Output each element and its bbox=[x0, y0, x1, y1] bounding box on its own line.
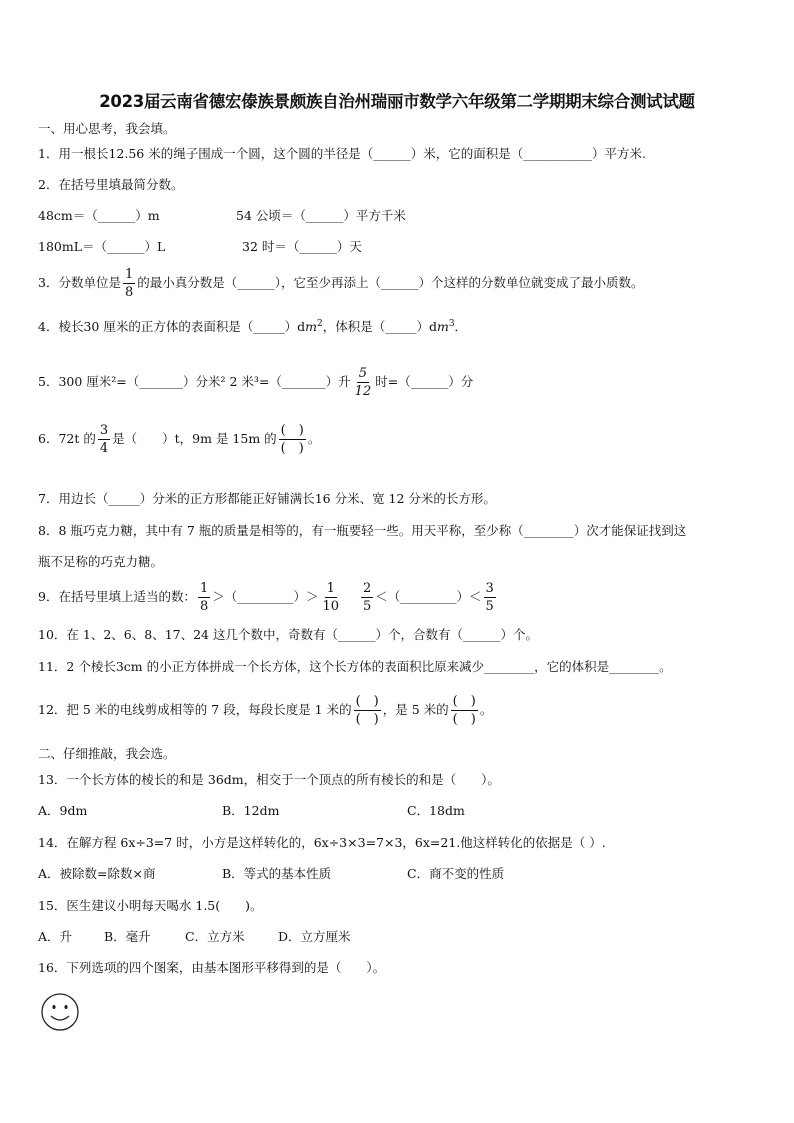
q12-text-end: 。 bbox=[479, 702, 493, 717]
q9-fraction-3 bbox=[361, 580, 373, 615]
q5-text-pre: 5．300 厘米²=（_______）分米² 2 米³=（_______）升 bbox=[38, 374, 351, 389]
section-heading-fill: 一、用心思考，我会填。 bbox=[38, 121, 176, 136]
q12-text-mid: ，是 5 米的 bbox=[382, 702, 449, 717]
question-16: 16．下列选项的四个图案，由基本图形平移得到的是（ ）。 bbox=[38, 960, 386, 975]
q6-text-end: 。 bbox=[307, 431, 321, 446]
section-heading-choose: 二、仔细推敲，我会选。 bbox=[38, 746, 176, 761]
q14-option-c: C．商不变的性质 bbox=[407, 866, 505, 881]
q5-fraction bbox=[353, 365, 374, 400]
q12-blank2-den: ( ) bbox=[452, 712, 476, 727]
q13-option-a: A．9dm bbox=[38, 803, 88, 818]
q12-blank2-num: ( ) bbox=[452, 694, 476, 709]
question-5 bbox=[38, 365, 473, 400]
q4-text-mid: ，体积是（_____）d bbox=[322, 319, 437, 335]
question-6 bbox=[38, 422, 320, 457]
q6-fraction bbox=[98, 422, 110, 457]
q3-text-post: 的最小真分数是（______），它至少再添上（______）个这样的分数单位就变成了最小质数。 bbox=[137, 275, 644, 290]
question-8-line-1: 8．8 瓶巧克力糖，其中有 7 瓶的质量是相等的，有一瓶要轻一些。用天平称，至少称（________）次才能保证找到这 bbox=[38, 523, 687, 538]
question-14: 14．在解方程 6x÷3=7 时，小方是这样转化的，6x÷3×3=7×3，6x=21.他这样转化的依据是（ ）. bbox=[38, 835, 606, 850]
q4-unit-1: m bbox=[305, 319, 317, 335]
q3-text-pre: 3．分数单位是 bbox=[38, 275, 121, 290]
q9-f3-den: 5 bbox=[362, 599, 372, 614]
q15-option-c: C．立方米 bbox=[185, 929, 245, 944]
q5-frac-den: 12 bbox=[354, 384, 372, 399]
q9-fraction-1 bbox=[198, 580, 210, 615]
page-title: 2023届云南省德宏傣族景颇族自治州瑞丽市数学六年级第二学期期末综合测试试题 bbox=[99, 92, 695, 111]
question-11: 11．2 个棱长3cm 的小正方体拼成一个长方体，这个长方体的表面积比原来减少________，它的体积是________。 bbox=[38, 659, 672, 674]
question-10: 10．在 1、2、6、8、17、24 这几个数中，奇数有（______）个，合数有（______）个。 bbox=[38, 627, 538, 642]
q9-f3-num: 2 bbox=[362, 581, 372, 596]
q13-option-c: C．18dm bbox=[407, 803, 465, 818]
question-8-line-2: 瓶不足称的巧克力糖。 bbox=[38, 554, 164, 569]
question-13: 13．一个长方体的棱长的和是 36dm，相交于一个顶点的所有棱长的和是（ ）。 bbox=[38, 772, 500, 787]
q15-option-a: A．升 bbox=[38, 929, 73, 944]
q9-f2-num: 1 bbox=[326, 581, 335, 596]
question-2b: 54 公顷＝（______）平方千米 bbox=[236, 208, 406, 223]
q9-f2-den: 10 bbox=[322, 599, 340, 614]
q4-unit-2: m bbox=[436, 319, 449, 335]
q12-blank1-num: ( ) bbox=[355, 694, 379, 709]
question-3 bbox=[38, 266, 644, 301]
question-2: 2．在括号里填最简分数。 bbox=[38, 177, 184, 192]
q9-f1-den: 8 bbox=[199, 599, 209, 614]
q9-text-pre: 9．在括号里填上适当的数： bbox=[38, 589, 196, 604]
q6-text-mid: 是（ ）t，9m 是 15m 的 bbox=[112, 431, 277, 446]
q3-fraction bbox=[123, 266, 135, 301]
q15-option-b: B．毫升 bbox=[104, 929, 151, 944]
q12-blank-fraction-1 bbox=[354, 693, 381, 728]
question-2d: 32 时＝（______）天 bbox=[242, 239, 362, 254]
q6-blank-num: ( ) bbox=[280, 423, 304, 438]
question-2a: 48cm＝（______）m bbox=[38, 208, 160, 223]
question-2c: 180mL＝（______）L bbox=[38, 239, 166, 254]
question-4 bbox=[38, 316, 467, 335]
question-12 bbox=[38, 693, 492, 728]
q9-f4-num: 3 bbox=[485, 581, 494, 596]
smiley-face-icon bbox=[40, 992, 80, 1032]
q9-fraction-4 bbox=[484, 580, 496, 615]
q9-text-mid-2: ＜（_________）＜ bbox=[375, 589, 482, 604]
q6-frac-num: 3 bbox=[99, 423, 109, 438]
q6-blank-fraction bbox=[279, 422, 306, 457]
q9-text-mid-1: ＞（_________）＞ bbox=[212, 589, 319, 604]
q6-blank-den: ( ) bbox=[280, 441, 304, 456]
q12-text-pre: 12．把 5 米的电线剪成相等的 7 段，每段长度是 1 米的 bbox=[38, 702, 352, 717]
q3-frac-num: 1 bbox=[124, 267, 134, 282]
q14-option-a: A．被除数=除数×商 bbox=[38, 866, 156, 881]
q14-option-b: B．等式的基本性质 bbox=[222, 866, 332, 881]
q4-text-end: ． bbox=[454, 319, 468, 335]
q12-blank1-den: ( ) bbox=[355, 712, 379, 727]
q3-frac-den: 8 bbox=[124, 285, 134, 300]
q4-exp-2: 3 bbox=[448, 319, 455, 329]
question-7: 7．用边长（_____）分米的正方形都能正好铺满长16 分米、宽 12 分米的长方形。 bbox=[38, 491, 496, 506]
question-15: 15．医生建议小明每天喝水 1.5( )。 bbox=[38, 898, 263, 913]
q13-option-b: B．12dm bbox=[222, 803, 280, 818]
q6-frac-den: 4 bbox=[99, 441, 109, 456]
q5-text-post: 时=（______）分 bbox=[375, 374, 474, 389]
q4-text-pre: 4．棱长30 厘米的正方体的表面积是（_____）d bbox=[38, 319, 306, 335]
q15-option-d: D．立方厘米 bbox=[278, 929, 351, 944]
question-1: 1．用一根长12.56 米的绳子围成一个圆，这个圆的半径是（______）米，它的面积是（___________）平方米. bbox=[38, 146, 646, 161]
q4-exp-1: 2 bbox=[316, 319, 323, 329]
question-9 bbox=[38, 580, 498, 615]
q9-f1-num: 1 bbox=[199, 581, 209, 596]
q9-f4-den: 5 bbox=[485, 599, 494, 614]
q9-fraction-2 bbox=[321, 580, 342, 615]
q12-blank-fraction-2 bbox=[451, 693, 478, 728]
q5-frac-num: 5 bbox=[358, 366, 368, 381]
q6-text-pre: 6．72t 的 bbox=[38, 431, 96, 446]
